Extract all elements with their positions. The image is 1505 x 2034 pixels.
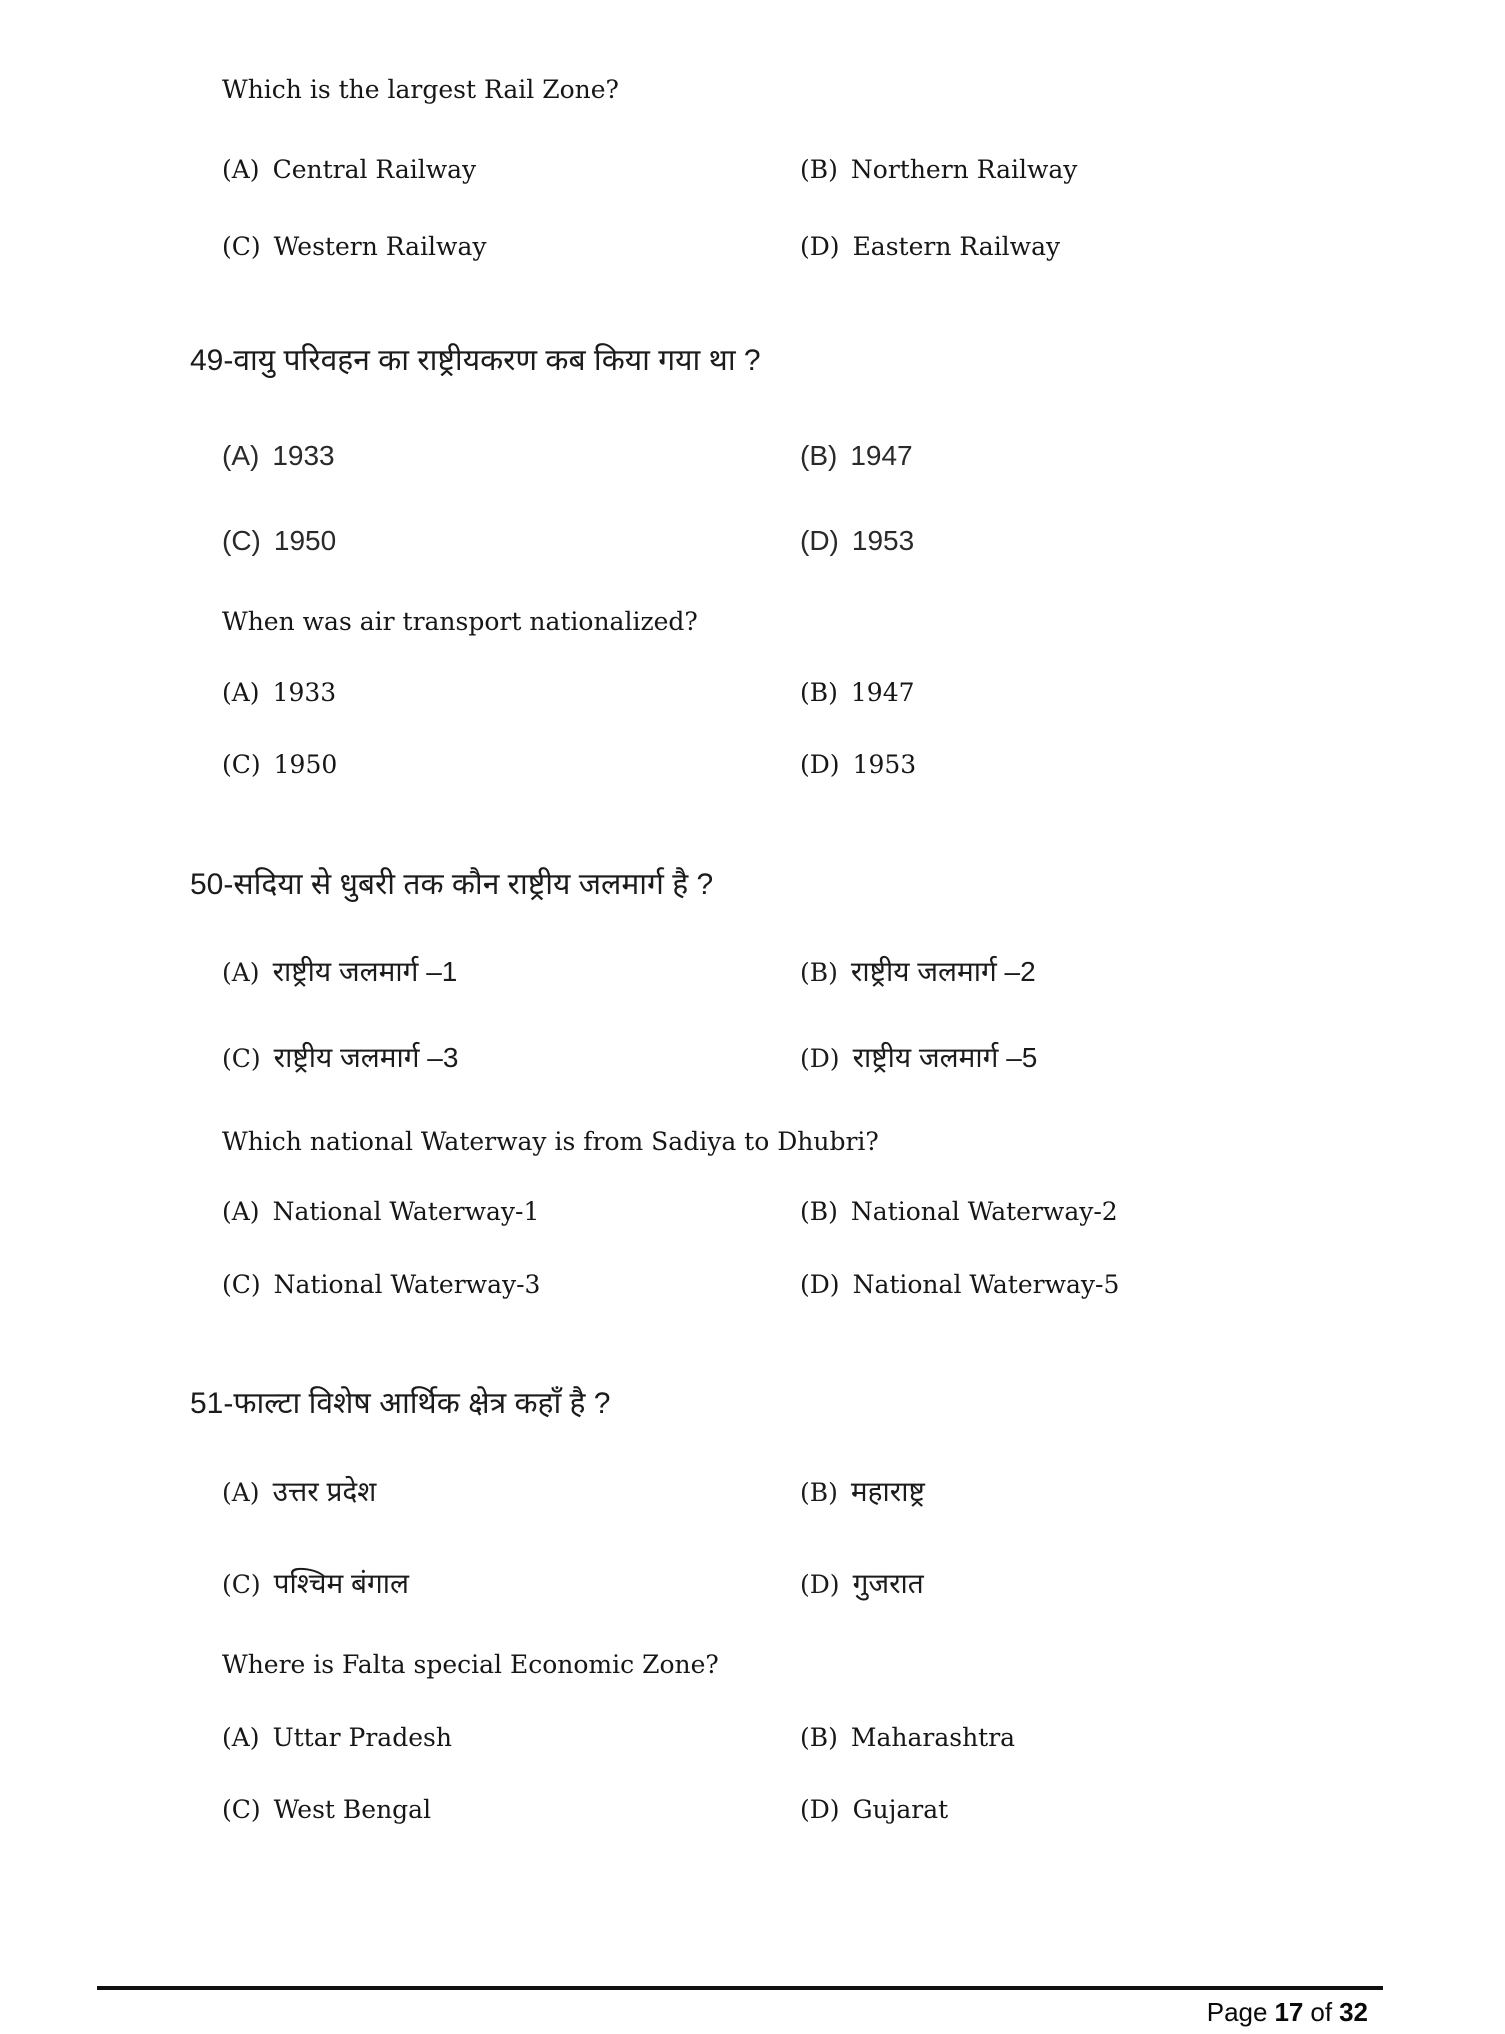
option-text: 1953 [851,525,915,556]
option-label: (B) [800,678,838,707]
option-label: (C) [222,1795,261,1824]
option-label: (D) [800,1044,840,1073]
option-text: National Waterway-5 [852,1270,1120,1299]
option-text: National Waterway-3 [273,1270,541,1299]
option-label: (A) [222,440,260,471]
option-a [222,440,335,472]
option-text: 1947 [850,678,915,707]
option-label: (B) [800,440,838,471]
option-c [222,232,486,261]
option-b [800,155,1077,184]
option-text: 1950 [273,525,337,556]
option-a [222,155,476,184]
option-label: (D) [800,750,840,779]
option-b [800,952,1036,990]
option-text: Uttar Pradesh [272,1723,452,1752]
question-text-hindi: 51-फाल्टा विशेष आर्थिक क्षेत्र कहाँ है ? [190,1387,611,1420]
option-label: (C) [222,1570,261,1599]
option-b [800,440,913,472]
option-label: (D) [800,525,839,556]
option-text: Northern Railway [850,155,1078,184]
option-label: (B) [800,958,838,987]
option-text: राष्ट्रीय जलमार्ग –3 [273,1042,459,1073]
option-text: महाराष्ट्र [850,1476,925,1507]
option-text: Maharashtra [850,1723,1016,1752]
option-label: (A) [222,155,260,184]
option-label: (A) [222,1197,260,1226]
option-a [222,952,457,990]
option-label: (B) [800,1478,838,1507]
option-b [800,678,915,707]
option-b [800,1723,1015,1752]
footer-page-label: Page [1206,1997,1268,2027]
option-label: (C) [222,750,261,779]
question-text-hindi: 49-वायु परिवहन का राष्ट्रीयकरण कब किया गया था ? [190,344,761,377]
option-label: (A) [222,958,260,987]
footer-total-pages: 32 [1339,1997,1368,2027]
option-text: 1947 [850,440,913,471]
option-text: Western Railway [273,232,487,261]
option-text: 1953 [852,750,917,779]
option-d [800,1795,948,1824]
option-label: (B) [800,155,838,184]
option-d [800,750,916,779]
footer-divider [97,1986,1383,1990]
option-a [222,1723,452,1752]
question-text-english: When was air transport nationalized? [222,607,698,636]
option-c [222,1564,409,1602]
option-d [800,1270,1119,1299]
option-label: (D) [800,232,840,261]
option-a [222,1197,539,1226]
option-text: गुजरात [852,1568,924,1599]
option-label: (C) [222,1044,261,1073]
footer-page-number: 17 [1274,1997,1304,2027]
option-c [222,1795,431,1824]
option-d [800,525,914,557]
option-d [800,232,1060,261]
page-footer [1207,1997,1368,2028]
option-text: Eastern Railway [852,232,1061,261]
option-b [800,1472,925,1510]
option-label: (D) [800,1795,840,1824]
option-a [222,678,336,707]
option-text: West Bengal [273,1795,432,1824]
option-label: (B) [800,1723,838,1752]
option-text: Gujarat [852,1795,949,1824]
option-b [800,1197,1118,1226]
option-c [222,750,337,779]
question-text-hindi: 50-सदिया से धुबरी तक कौन राष्ट्रीय जलमार्ग है ? [190,868,714,901]
option-label: (D) [800,1570,840,1599]
footer-of-label: of [1310,1997,1333,2027]
option-label: (D) [800,1270,840,1299]
question-text-english: Which is the largest Rail Zone? [222,75,619,104]
option-text: 1950 [273,750,338,779]
option-label: (A) [222,1723,260,1752]
option-label: (A) [222,1478,260,1507]
question-text-english: Where is Falta special Economic Zone? [222,1650,719,1679]
option-text: 1933 [272,678,337,707]
option-d [800,1564,924,1602]
option-text: Central Railway [272,155,477,184]
option-text: उत्तर प्रदेश [272,1476,377,1507]
option-label: (C) [222,232,261,261]
option-c [222,1038,458,1076]
option-label: (A) [222,678,260,707]
option-text: राष्ट्रीय जलमार्ग –5 [852,1042,1038,1073]
option-label: (C) [222,1270,261,1299]
option-text: पश्चिम बंगाल [273,1568,409,1599]
option-d [800,1038,1037,1076]
option-label: (B) [800,1197,838,1226]
question-text-english: Which national Waterway is from Sadiya to Dhubri? [222,1127,879,1156]
option-c [222,525,336,557]
option-text: राष्ट्रीय जलमार्ग –2 [850,956,1036,987]
option-label: (C) [222,525,261,556]
option-a [222,1472,376,1510]
option-text: National Waterway-2 [850,1197,1118,1226]
option-text: National Waterway-1 [272,1197,540,1226]
option-text: 1933 [272,440,335,471]
option-c [222,1270,540,1299]
option-text: राष्ट्रीय जलमार्ग –1 [272,956,458,987]
